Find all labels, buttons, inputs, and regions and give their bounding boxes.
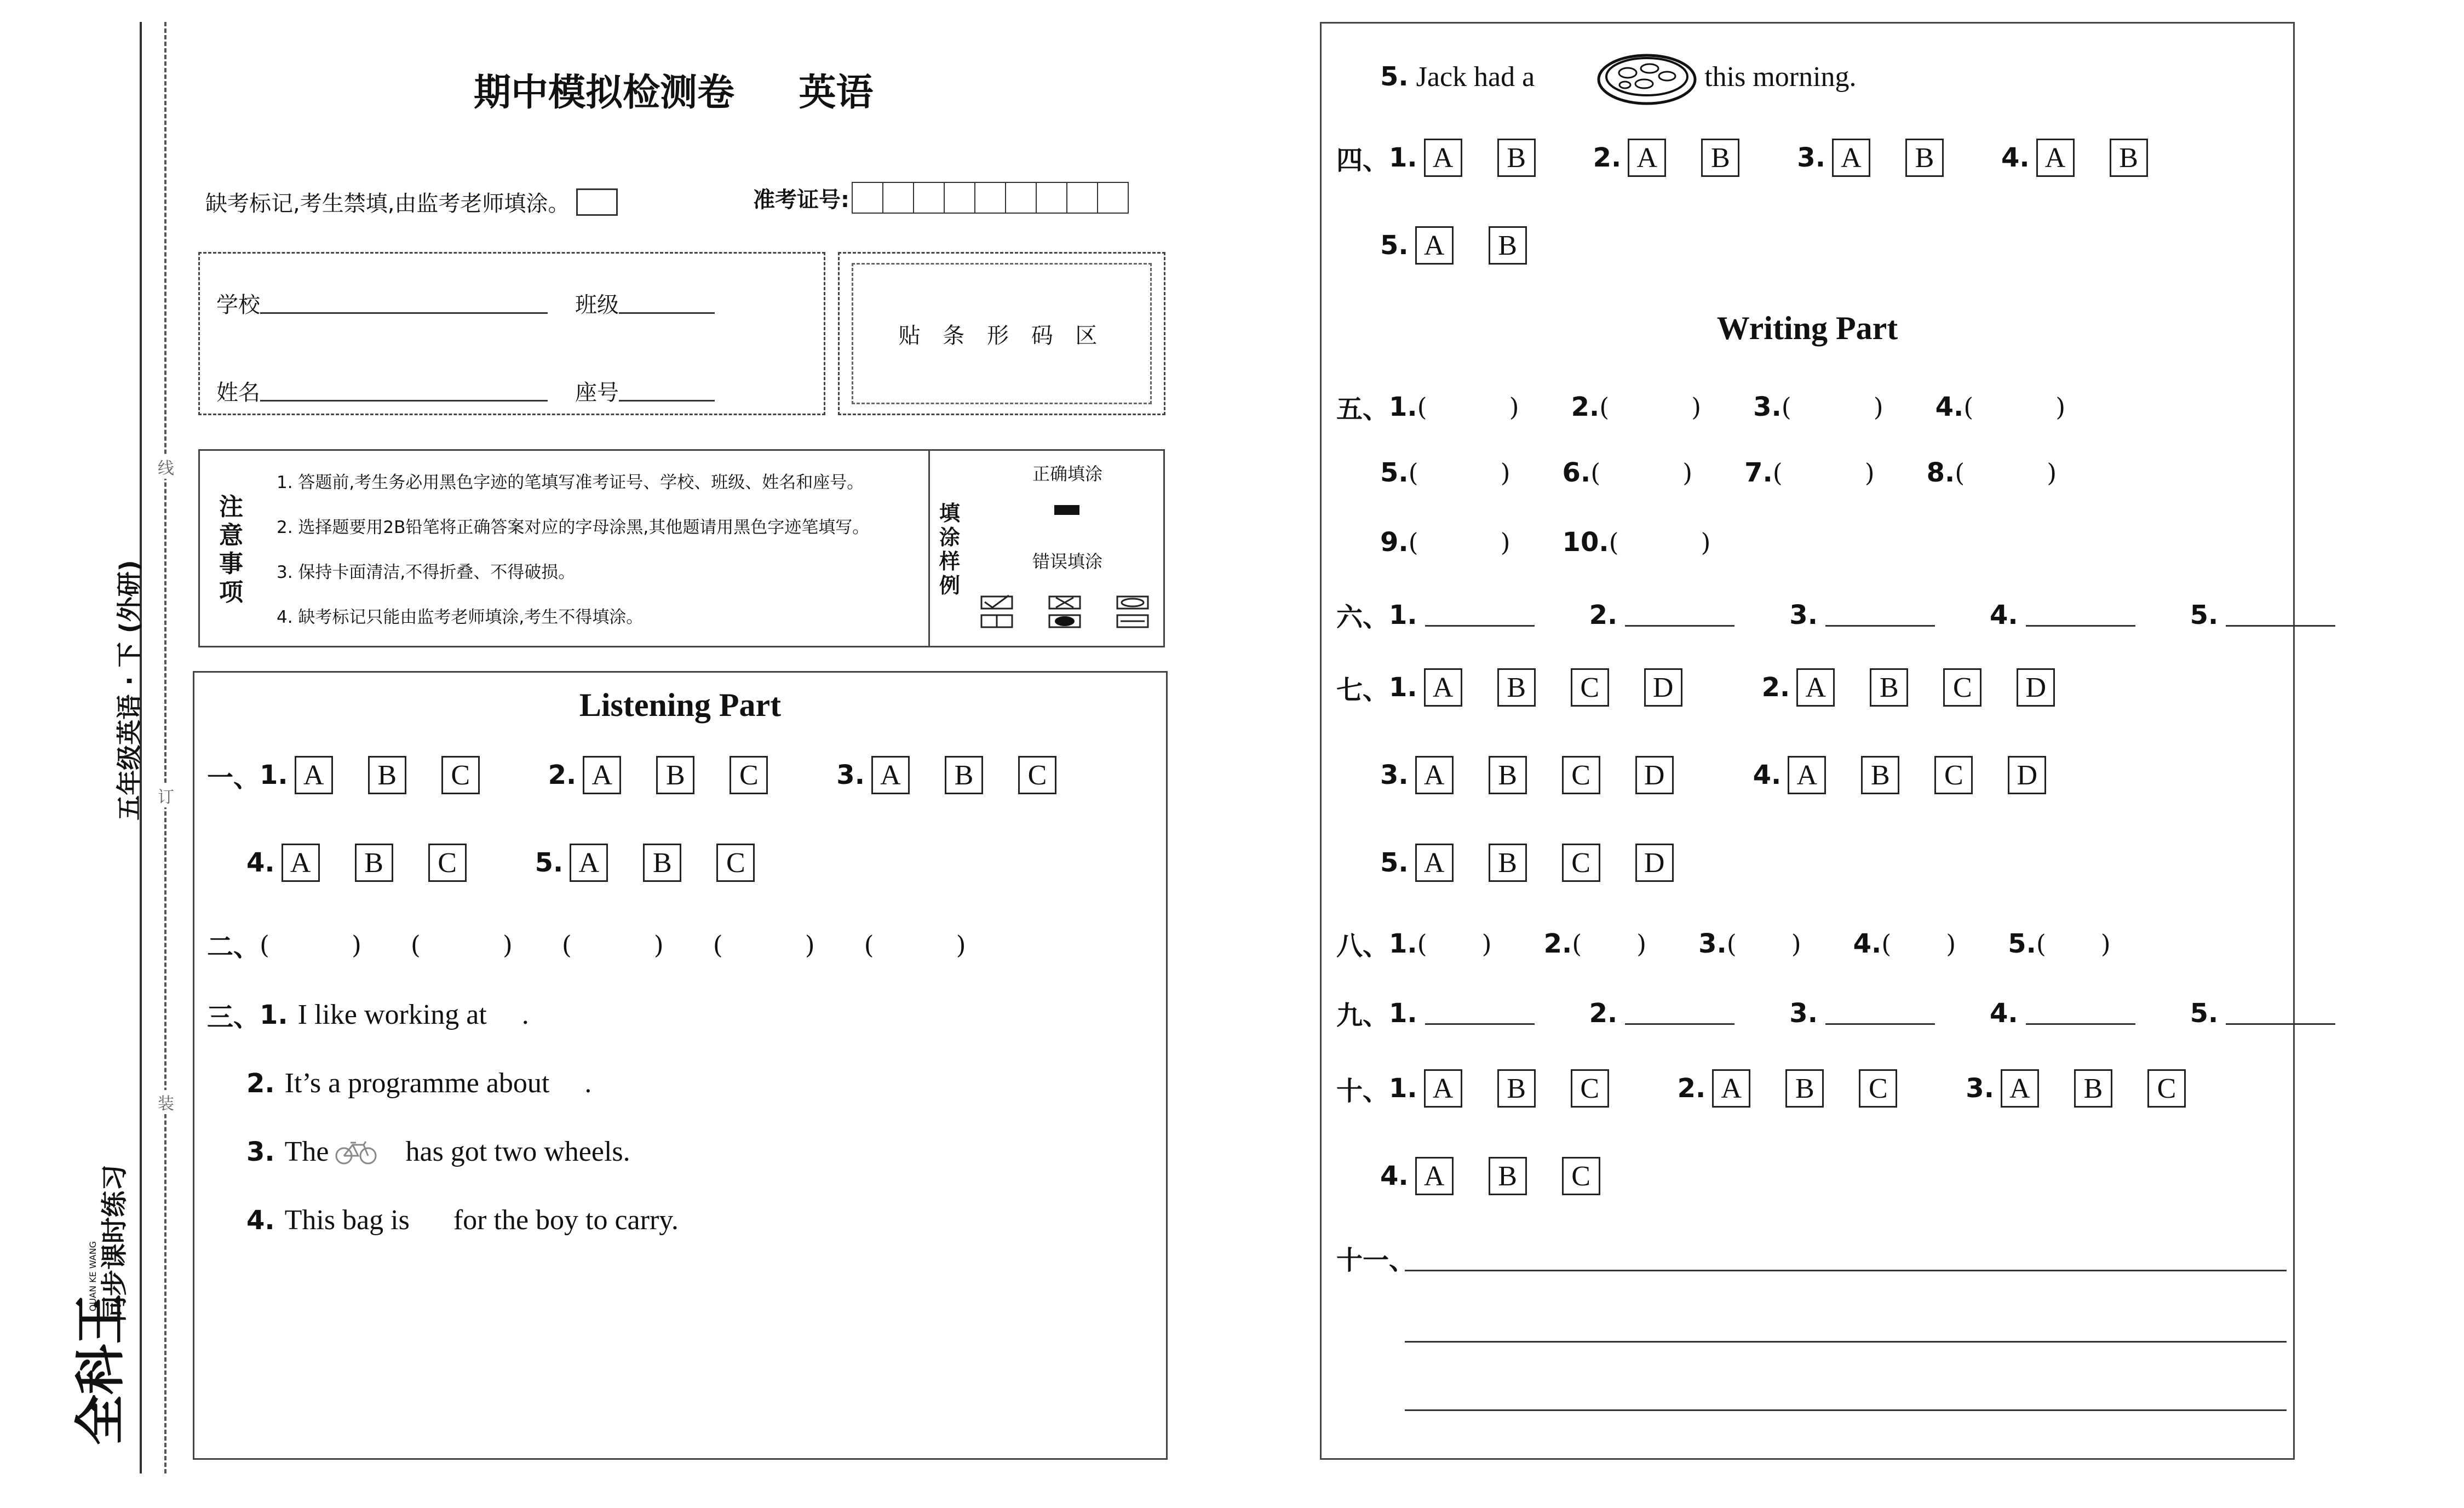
- answer-paren[interactable]: ( ): [1599, 392, 1702, 422]
- option-c[interactable]: C: [1571, 668, 1609, 707]
- q-number: 2.: [1593, 142, 1622, 173]
- section-5-row-3: [1380, 527, 1710, 558]
- section-9-row: [1336, 994, 2335, 1032]
- seat-input[interactable]: [619, 400, 715, 402]
- option-b[interactable]: B: [643, 844, 681, 882]
- option-b[interactable]: B: [1905, 139, 1944, 177]
- q-number: 4.: [1935, 391, 1964, 422]
- q-number: 2.: [1761, 672, 1790, 703]
- option-c[interactable]: C: [1562, 756, 1600, 794]
- option-d[interactable]: D: [1635, 756, 1674, 794]
- option-b[interactable]: B: [1497, 1069, 1536, 1108]
- option-a[interactable]: A: [1424, 139, 1462, 177]
- section-7-row-2: [1380, 756, 2046, 794]
- option-c[interactable]: C: [730, 756, 768, 794]
- notice-item-1: 1. 答题前,考生务必用黑色字迹的笔填写准考证号、学校、班级、姓名和座号。: [277, 473, 864, 492]
- bicycle-icon: [334, 1138, 378, 1166]
- option-c[interactable]: C: [1571, 1069, 1609, 1108]
- option-a[interactable]: A: [2001, 1069, 2039, 1108]
- q-number: 3.: [1966, 1073, 1994, 1104]
- section-11-label: 十一、: [1336, 1245, 1416, 1276]
- q-number: 1.: [260, 999, 288, 1030]
- q-number: 4.: [246, 1205, 275, 1236]
- fill-example-heading: 填涂样例: [939, 501, 961, 598]
- q-number: 3.: [1789, 997, 1818, 1029]
- section-6-label: 六、: [1336, 602, 1389, 633]
- section-3-item-1: [207, 996, 529, 1034]
- notice-item-2: 2. 选择题要用2B铅笔将正确答案对应的字母涂黑,其他题请用黑色字迹笔填写。: [277, 518, 870, 537]
- answer-line[interactable]: [1425, 625, 1535, 627]
- option-a[interactable]: A: [583, 756, 621, 794]
- pizza-icon: [1595, 47, 1699, 107]
- answer-paren[interactable]: ( ): [1881, 928, 1956, 959]
- option-b[interactable]: B: [1701, 139, 1739, 177]
- sentence-text: The: [284, 1136, 329, 1167]
- option-c[interactable]: C: [1943, 668, 1981, 707]
- sentence-text: .: [584, 1068, 592, 1099]
- option-a[interactable]: A: [295, 756, 333, 794]
- option-b[interactable]: B: [2074, 1069, 2112, 1108]
- barcode-area: [852, 263, 1152, 404]
- answer-line[interactable]: [1625, 625, 1734, 627]
- q-number: 9.: [1380, 527, 1409, 558]
- answer-line[interactable]: [1825, 1023, 1935, 1025]
- option-d[interactable]: D: [1635, 844, 1674, 882]
- writing-line-3[interactable]: [1405, 1409, 2287, 1411]
- option-a[interactable]: A: [1415, 844, 1454, 882]
- name-field: [216, 375, 548, 406]
- section-7-row-1: [1336, 668, 2055, 707]
- section-3-label: 三、: [207, 1002, 260, 1033]
- q-number: 4.: [2001, 142, 2030, 173]
- sentence-text: This bag is: [284, 1205, 410, 1236]
- section-1-label: 一、: [207, 762, 260, 793]
- section-8-label: 八、: [1336, 931, 1389, 961]
- answer-paren[interactable]: ( ): [2036, 928, 2111, 959]
- q-number: 5.: [1380, 230, 1409, 261]
- q-number: 3.: [1797, 142, 1825, 173]
- q-number: 5.: [2008, 928, 2036, 959]
- answer-paren[interactable]: ( ): [1609, 527, 1711, 557]
- q-number: 3.: [1753, 391, 1782, 422]
- option-b[interactable]: B: [2110, 139, 2148, 177]
- option-c[interactable]: C: [1859, 1069, 1897, 1108]
- sentence-text: I like working at: [297, 999, 487, 1030]
- subject-title: 英语: [799, 71, 874, 114]
- option-a[interactable]: A: [1415, 756, 1454, 794]
- option-a[interactable]: A: [871, 756, 910, 794]
- option-b[interactable]: B: [1785, 1069, 1824, 1108]
- sentence-text: Jack had a: [1416, 61, 1535, 93]
- seat-field: [575, 375, 715, 406]
- option-a[interactable]: A: [570, 844, 608, 882]
- listening-title: Listening Part: [579, 687, 782, 723]
- section-3-item-2: [246, 1067, 591, 1099]
- section-1-row-1: [207, 756, 1056, 794]
- option-a[interactable]: A: [2036, 139, 2075, 177]
- q-number: 3.: [1789, 599, 1818, 630]
- writing-title: Writing Part: [1716, 310, 1898, 346]
- q-number: 4.: [1989, 599, 2018, 630]
- option-a[interactable]: A: [1796, 668, 1835, 707]
- answer-paren[interactable]: ( ): [1417, 392, 1519, 422]
- section-10-row-2: [1380, 1157, 1600, 1195]
- answer-paren[interactable]: ( ): [1963, 392, 2066, 422]
- answer-paren[interactable]: ( ): [561, 930, 664, 960]
- sentence-text: It’s a programme about: [284, 1068, 550, 1099]
- q-number: 8.: [1926, 457, 1955, 488]
- option-b[interactable]: B: [1861, 756, 1899, 794]
- option-b[interactable]: B: [1489, 226, 1527, 265]
- section-3-item-4: [246, 1204, 679, 1236]
- q-number: 1.: [1389, 599, 1417, 630]
- q-number: 2.: [1571, 391, 1600, 422]
- option-d[interactable]: D: [1644, 668, 1682, 707]
- q-number: 2.: [1543, 928, 1572, 959]
- section-7-row-3: [1380, 844, 1674, 882]
- q-number: 3.: [1698, 928, 1727, 959]
- q-number: 7.: [1744, 457, 1773, 488]
- section-4-row-2: [1380, 226, 1527, 265]
- notice-item-3: 3. 保持卡面清洁,不得折叠、不得破损。: [277, 563, 576, 582]
- option-d[interactable]: D: [2017, 668, 2055, 707]
- q-number: 5.: [1380, 457, 1409, 488]
- notice-divider: [928, 449, 930, 647]
- option-a[interactable]: A: [1415, 1157, 1454, 1195]
- q-number: 2.: [1677, 1073, 1706, 1104]
- q-number: 5.: [1380, 61, 1409, 92]
- section-2-label: 二、: [207, 932, 260, 962]
- notice-heading: 注意事项: [219, 493, 243, 606]
- exam-id-row: [753, 182, 1129, 214]
- wrong-fill-label: 错误填涂: [1032, 551, 1103, 572]
- section-11-row: [1336, 1239, 1415, 1277]
- option-a[interactable]: A: [282, 844, 320, 882]
- q-number: 5.: [2190, 599, 2219, 630]
- option-c[interactable]: C: [716, 844, 755, 882]
- section-2-row: [207, 926, 966, 964]
- section-3-item-3: [246, 1136, 630, 1168]
- sentence-text: has got two wheels.: [405, 1136, 630, 1167]
- wrong-fill-samples: [980, 594, 1150, 633]
- notice-list: [277, 468, 869, 648]
- writing-line-2[interactable]: [1405, 1341, 2287, 1343]
- exam-id-label: 准考证号:: [753, 187, 849, 213]
- q-number: 4.: [1753, 760, 1782, 790]
- option-b[interactable]: B: [945, 756, 983, 794]
- school-field: [216, 288, 548, 319]
- q-number: 4.: [1989, 997, 2018, 1029]
- option-c[interactable]: C: [428, 844, 467, 882]
- school-label: 学校: [216, 293, 260, 318]
- answer-paren[interactable]: ( ): [1772, 458, 1875, 488]
- correct-fill-label: 正确填涂: [1032, 463, 1103, 484]
- section-10-label: 十、: [1336, 1075, 1389, 1106]
- answer-line[interactable]: [1825, 625, 1935, 627]
- option-a[interactable]: A: [1424, 668, 1462, 707]
- answer-paren[interactable]: ( ): [260, 930, 361, 960]
- answer-paren[interactable]: ( ): [1417, 928, 1492, 959]
- answer-line[interactable]: [1625, 1023, 1734, 1025]
- q-number: 5.: [1380, 847, 1409, 878]
- q-number: 2.: [246, 1068, 275, 1099]
- answer-paren[interactable]: ( ): [864, 930, 966, 960]
- option-c[interactable]: C: [1934, 756, 1973, 794]
- option-b[interactable]: B: [1489, 844, 1527, 882]
- sentence-text: .: [521, 999, 529, 1030]
- correct-fill-sample: [1054, 505, 1079, 515]
- answer-line[interactable]: [2226, 625, 2335, 627]
- binding-dashed-line: [164, 22, 166, 1473]
- q-number: 4.: [1380, 1161, 1409, 1191]
- option-a[interactable]: A: [1415, 226, 1454, 265]
- school-input[interactable]: [260, 312, 548, 314]
- brand-series: 同步课时练习: [99, 1165, 130, 1323]
- q-number: 5.: [2190, 997, 2219, 1029]
- q5-pizza-row: [1380, 47, 1857, 107]
- name-label: 姓名: [216, 380, 260, 405]
- bind-mark-install: 装: [158, 1090, 174, 1114]
- option-b[interactable]: B: [656, 756, 694, 794]
- answer-paren[interactable]: ( ): [1572, 928, 1647, 959]
- option-b[interactable]: B: [1489, 1157, 1527, 1195]
- notice-item-4: 4. 缺考标记只能由监考老师填涂,考生不得填涂。: [277, 607, 644, 627]
- section-5-row-1: [1336, 388, 2065, 426]
- answer-line[interactable]: [2026, 625, 2135, 627]
- class-input[interactable]: [619, 312, 715, 314]
- answer-paren[interactable]: ( ): [1408, 527, 1510, 557]
- q-number: 4.: [246, 847, 275, 878]
- q-number: 2.: [1589, 599, 1618, 630]
- absent-mark-row: [205, 186, 618, 217]
- q-number: 1.: [1389, 997, 1417, 1029]
- writing-line-1[interactable]: [1405, 1270, 2287, 1271]
- option-a[interactable]: A: [1788, 756, 1826, 794]
- seat-label: 座号: [575, 380, 619, 405]
- sentence-text: this morning.: [1704, 61, 1857, 93]
- q-number: 5.: [535, 847, 564, 878]
- q-number: 2.: [548, 760, 577, 790]
- answer-paren[interactable]: ( ): [1726, 928, 1801, 959]
- section-4-label: 四、: [1336, 145, 1389, 176]
- brand-name: 全科王: [71, 1294, 130, 1446]
- q-number: 1.: [260, 760, 288, 790]
- option-d[interactable]: D: [2008, 756, 2046, 794]
- barcode-label: 贴 条 形 码 区: [898, 323, 1105, 348]
- option-b[interactable]: B: [1489, 756, 1527, 794]
- answer-line[interactable]: [2026, 1023, 2135, 1025]
- section-4-row-1: [1336, 139, 2148, 177]
- absent-note: 缺考标记,考生禁填,由监考老师填涂。: [205, 191, 570, 216]
- option-b[interactable]: B: [1870, 668, 1908, 707]
- q-number: 1.: [1389, 928, 1417, 959]
- bind-mark-order: 订: [158, 783, 174, 807]
- option-c[interactable]: C: [1018, 756, 1056, 794]
- bind-mark-line: 线: [158, 455, 174, 479]
- answer-line[interactable]: [2226, 1023, 2335, 1025]
- option-a[interactable]: A: [1424, 1069, 1462, 1108]
- option-c[interactable]: C: [1562, 844, 1600, 882]
- brand-logo: [71, 1165, 164, 1468]
- q-number: 6.: [1562, 457, 1591, 488]
- section-7-label: 七、: [1336, 674, 1389, 706]
- q-number: 4.: [1853, 928, 1882, 959]
- q-number: 1.: [1389, 391, 1417, 422]
- class-label: 班级: [575, 293, 619, 318]
- q-number: 3.: [1380, 760, 1409, 790]
- section-10-row-1: [1336, 1069, 2186, 1108]
- sentence-text: for the boy to carry.: [453, 1205, 679, 1236]
- q-number: 10.: [1562, 527, 1609, 558]
- q-number: 3.: [836, 760, 865, 790]
- section-5-label: 五、: [1336, 394, 1389, 425]
- option-b[interactable]: B: [368, 756, 406, 794]
- name-input[interactable]: [260, 400, 548, 402]
- option-a[interactable]: A: [1628, 139, 1666, 177]
- section-9-label: 九、: [1336, 1000, 1389, 1031]
- section-8-row: [1336, 925, 2111, 962]
- option-b[interactable]: B: [1497, 139, 1536, 177]
- option-a[interactable]: A: [1832, 139, 1870, 177]
- option-a[interactable]: A: [1712, 1069, 1750, 1108]
- option-c[interactable]: C: [441, 756, 480, 794]
- answer-paren[interactable]: ( ): [1781, 392, 1883, 422]
- answer-paren[interactable]: ( ): [410, 930, 513, 960]
- answer-paren[interactable]: ( ): [1590, 458, 1693, 488]
- q-number: 3.: [246, 1136, 275, 1167]
- option-b[interactable]: B: [1497, 668, 1536, 707]
- grade-label: 五年级英语 · 下 (外研): [114, 560, 144, 821]
- section-6-row: [1336, 596, 2335, 634]
- absent-mark-box[interactable]: [576, 188, 618, 216]
- answer-paren[interactable]: ( ): [1955, 458, 2057, 488]
- class-field: [575, 288, 715, 319]
- option-c[interactable]: C: [2147, 1069, 2186, 1108]
- exam-title: 期中模拟检测卷: [474, 71, 735, 114]
- brand-pinyin: QUAN KE WANG: [88, 1241, 98, 1312]
- q-number: 1.: [1389, 142, 1417, 173]
- option-c[interactable]: C: [1562, 1157, 1600, 1195]
- section-1-row-2: [246, 844, 755, 882]
- answer-line[interactable]: [1425, 1023, 1535, 1025]
- section-5-row-2: [1380, 457, 2057, 488]
- q-number: 2.: [1589, 997, 1618, 1029]
- option-b[interactable]: B: [355, 844, 393, 882]
- q-number: 1.: [1389, 672, 1417, 703]
- answer-paren[interactable]: ( ): [1408, 458, 1510, 488]
- page-title: [474, 63, 873, 116]
- answer-paren[interactable]: ( ): [713, 930, 815, 960]
- q-number: 1.: [1389, 1073, 1417, 1104]
- exam-id-grid[interactable]: [853, 182, 1129, 214]
